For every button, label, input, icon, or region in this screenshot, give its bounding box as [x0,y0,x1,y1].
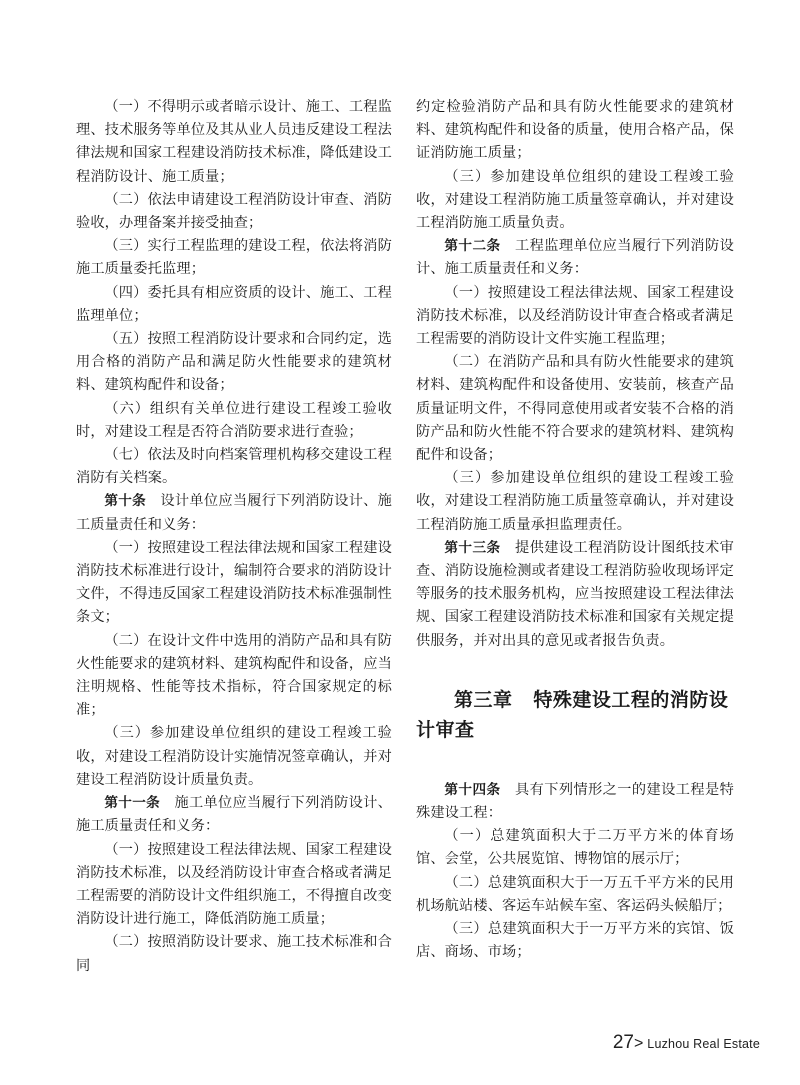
paragraph [76,96,392,189]
paragraph [416,467,734,537]
chapter-number: 第三章 [454,688,513,711]
paragraph-text: （二）依法申请建设工程消防设计审查、消防验收，办理备案并接受抽查； [76,191,392,232]
paragraph [76,444,392,490]
paragraph-text: 约定检验消防产品和具有防火性能要求的建筑材料、建筑构配件和设备的质量，使用合格产品，保证消防施工质量； [416,99,734,162]
publication-name: Luzhou Real Estate [647,1037,760,1051]
paragraph [76,189,392,235]
paragraph [76,235,392,281]
paragraph [416,282,734,352]
paragraph [76,398,392,444]
paragraph-text: 提供建设工程消防设计图纸技术审查、消防设施检测或者建设工程消防验收现场评定等服务的技术服务机构，应当按照建设工程法律法规、国家工程建设消防技术标准和国家有关规定提供服务，并对出具的意见或者报告负责。 [416,539,734,649]
article-number: 第十条 [104,493,147,510]
paragraph-text: （一）按照建设工程法律法规、国家工程建设消防技术标准，以及经消防设计审查合格或者满足工程需要的消防设计文件组织施工，不得擅自改变消防设计进行施工，降低消防施工质量； [76,841,392,928]
paragraph [416,235,734,281]
paragraph [76,792,392,838]
chevron-right-icon: > [633,1035,644,1052]
chapter-heading [416,685,734,745]
page-footer [613,1032,760,1054]
paragraph-text: （二）总建筑面积大于一万五千平方米的民用机场航站楼、客运车站候车室、客运码头候船厅； [416,874,734,914]
paragraph-text: （一）按照建设工程法律法规和国家工程建设消防技术标准进行设计，编制符合要求的消防设计文件，不得违反国家工程建设消防技术标准强制性条文； [76,539,392,626]
paragraph [416,351,734,467]
paragraph [416,537,734,653]
paragraph-text: （六）组织有关单位进行建设工程竣工验收时，对建设工程是否符合消防要求进行查验； [76,400,392,440]
paragraph [416,166,734,236]
paragraph [76,839,392,932]
article-number: 第十四条 [444,781,501,798]
paragraph-text: 工程监理单位应当履行下列消防设计、施工质量责任和义务： [416,238,734,278]
paragraph-text: （一）不得明示或者暗示设计、施工、工程监理、技术服务等单位及其从业人员违反建设工程法律法规和国家工程建设消防技术标准，降低建设工程消防设计、施工质量； [76,99,392,185]
paragraph [416,779,734,825]
paragraph-text: （二）在设计文件中选用的消防产品和具有防火性能要求的建筑材料、建筑构配件和设备，应当注明规格、性能等技术指标，符合国家规定的标准； [76,632,392,719]
article-number: 第十三条 [444,539,501,556]
article-number: 第十一条 [104,795,161,812]
paragraph-text: （二）按照消防设计要求、施工技术标准和合同 [76,934,392,974]
paragraph-text: （三）参加建设单位组织的建设工程竣工验收，对建设工程消防设计实施情况签章确认，并对建设工程消防设计质量负责。 [76,725,392,788]
right-column [416,96,734,965]
right-column-top [416,96,734,653]
paragraph [76,722,392,792]
paragraph [76,282,392,328]
left-column [76,96,392,978]
chapter-title: 特殊建设工程的消防设计审查 [416,688,729,741]
paragraph-text: （五）按照工程消防设计要求和合同约定，选用合格的消防产品和满足防火性能要求的建筑材料、建筑构配件和设备； [76,331,392,394]
paragraph [416,918,734,964]
paragraph [416,872,734,918]
paragraph-text: （一）按照建设工程法律法规、国家工程建设消防技术标准，以及经消防设计审查合格或者满足工程需要的消防设计文件实施工程监理； [416,284,734,348]
paragraph-text: （一）总建筑面积大于二万平方米的体育场馆、会堂，公共展览馆、博物馆的展示厅； [416,828,734,868]
page-number: 27 [612,1032,634,1053]
paragraph [76,931,392,977]
paragraph-text: （七）依法及时向档案管理机构移交建设工程消防有关档案。 [76,447,392,487]
paragraph [76,630,392,723]
paragraph [76,490,392,536]
paragraph-text: （三）参加建设单位组织的建设工程竣工验收，对建设工程消防施工质量签章确认，并对建设工程消防施工质量承担监理责任。 [416,470,734,533]
paragraph-text: 设计单位应当履行下列消防设计、施工质量责任和义务： [76,493,392,533]
paragraph [416,825,734,871]
paragraph-text: （三）总建筑面积大于一万平方米的宾馆、饭店、商场、市场； [416,921,734,961]
paragraph-text: 具有下列情形之一的建设工程是特殊建设工程： [416,781,734,822]
right-column-bottom [416,779,734,965]
article-number: 第十二条 [444,238,501,255]
paragraph [416,96,734,166]
paragraph-text: 施工单位应当履行下列消防设计、施工质量责任和义务： [76,795,392,835]
paragraph-text: （三）参加建设单位组织的建设工程竣工验收，对建设工程消防施工质量签章确认，并对建设工程消防施工质量负责。 [416,168,734,232]
paragraph [76,537,392,630]
paragraph-text: （二）在消防产品和具有防火性能要求的建筑材料、建筑构配件和设备使用、安装前，核查产品质量证明文件，不得同意使用或者安装不合格的消防产品和防火性能不符合要求的建筑材料、建筑构配件和设备； [416,354,734,464]
paragraph-text: （三）实行工程监理的建设工程，依法将消防施工质量委托监理； [76,238,392,278]
paragraph [76,328,392,398]
paragraph-text: （四）委托具有相应资质的设计、施工、工程监理单位； [76,284,392,324]
